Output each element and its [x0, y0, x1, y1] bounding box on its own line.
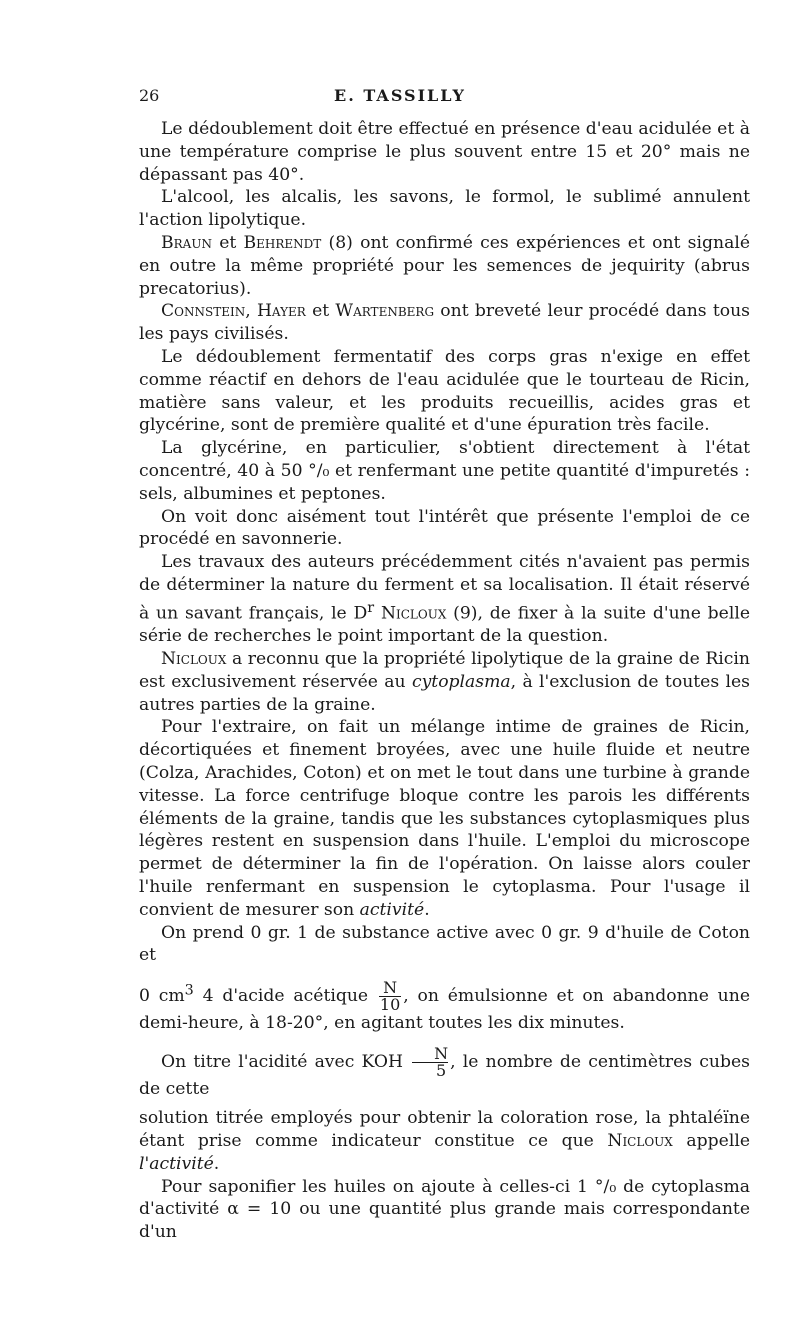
- paragraph: La glycérine, en particulier, s'obtient directement à l'état concentré, 40 à 50 °/₀ et renfermant une petite quantité d'impuretés : sels, albumines et peptones.: [139, 438, 750, 504]
- author-name: Braun: [161, 232, 212, 253]
- fraction: $\frac{N}{10}$: [379, 978, 401, 1015]
- author-name: Nicloux: [374, 603, 447, 624]
- body-text: [139, 118, 750, 1244]
- paragraph: Nicloux a reconnu que la propriété lipolytique de la graine de Ricin est exclusivement réservée au cytoplasma, à l'exclusion de toutes les autres parties de la graine.: [139, 649, 750, 715]
- page-header: [0, 86, 800, 112]
- paragraph: Braun et Behrendt (8) ont confirmé ces expériences et ont signalé en outre la même propriété pour les semences de jequirity (abrus precatorius).: [139, 232, 750, 299]
- paragraph: Connstein, Hayer et Wartenberg ont breveté leur procédé dans tous les pays civilisés.: [139, 301, 750, 345]
- author-name: Hayer: [256, 301, 306, 322]
- page-number: 26: [139, 86, 160, 105]
- italic-term: l'activité: [139, 1153, 214, 1174]
- paragraph: Pour l'extraire, on fait un mélange intime de graines de Ricin, décortiquées et finement broyées, avec une huile fluide et neutre (Colza, Arachides, Coton) et on met le tout dans une turbine à grande vitesse. La force centrifuge bloque contre les parois les différents éléments de la graine, tandis que les substances cytoplasmiques plus légères restent en suspension dans l'huile. L'emploi du microscope permet de déterminer la fin de l'opération. On laisse alors couler l'huile renfermant en suspension le cytoplasma. Pour l'usage il convient de mesurer son activité.: [139, 717, 750, 920]
- running-head: E. TASSILLY: [334, 86, 466, 105]
- paragraph: Le dédoublement doit être effectué en présence d'eau acidulée et à une température comprise le plus souvent entre 15 et 20° mais ne dépassant pas 40°.: [139, 119, 750, 185]
- paragraph: On voit donc aisément tout l'intérêt que présente l'emploi de ce procédé en savonnerie.: [139, 506, 750, 550]
- author-name: Nicloux: [161, 649, 227, 670]
- author-name: Wartenberg: [335, 301, 435, 322]
- paragraph: Pour saponifier les huiles on ajoute à celles-ci 1 °/₀ de cytoplasma d'activité α = 10 ou une quantité plus grande mais correspondante d'un: [139, 1176, 750, 1243]
- author-name: Nicloux: [607, 1131, 673, 1152]
- italic-term: activité: [359, 899, 425, 920]
- paragraph: solution titrée employés pour obtenir la coloration rose, la phtaléïne étant prise comme indicateur constitue ce que Nicloux appelle l'activité.: [139, 1108, 750, 1174]
- italic-term: cytoplasma: [411, 671, 511, 692]
- author-name: Connstein: [161, 301, 246, 322]
- paragraph: On prend 0 gr. 1 de substance active avec 0 gr. 9 d'huile de Coton et: [139, 922, 750, 966]
- equation-line: On titre l'acidité avec KOH $\frac{N}{5}$ , le nombre de centimètres cubes de cette: [139, 1044, 750, 1100]
- equation-line: 0 $cm^3$ 4 d'acide acétique $\frac{N}{10}$ , on émulsionne et on abandonne une demi-heure, à 18-20°, en agitant toutes les dix minutes.: [139, 978, 750, 1034]
- paragraph: Le dédoublement fermentatif des corps gras n'exige en effet comme réactif en dehors de l'eau acidulée que le tourteau de Ricin, matière sans valeur, et les produits recueillis, acides gras et glycérine, sont de première qualité et d'une épuration très facile.: [139, 346, 750, 436]
- paragraph: L'alcool, les alcalis, les savons, le formol, le sublimé annulent l'action lipolytique.: [139, 187, 750, 231]
- paragraph: Les travaux des auteurs précédemment cités n'avaient pas permis de déterminer la nature du ferment et sa localisation. Il était réservé à un savant français, le $D^r$ Nicloux (9), de fixer à la suite d'une belle série de recherches le point important de la question.: [139, 552, 750, 647]
- author-name: Behrendt: [243, 232, 322, 253]
- fraction: $\frac{N}{5}$: [412, 1046, 448, 1079]
